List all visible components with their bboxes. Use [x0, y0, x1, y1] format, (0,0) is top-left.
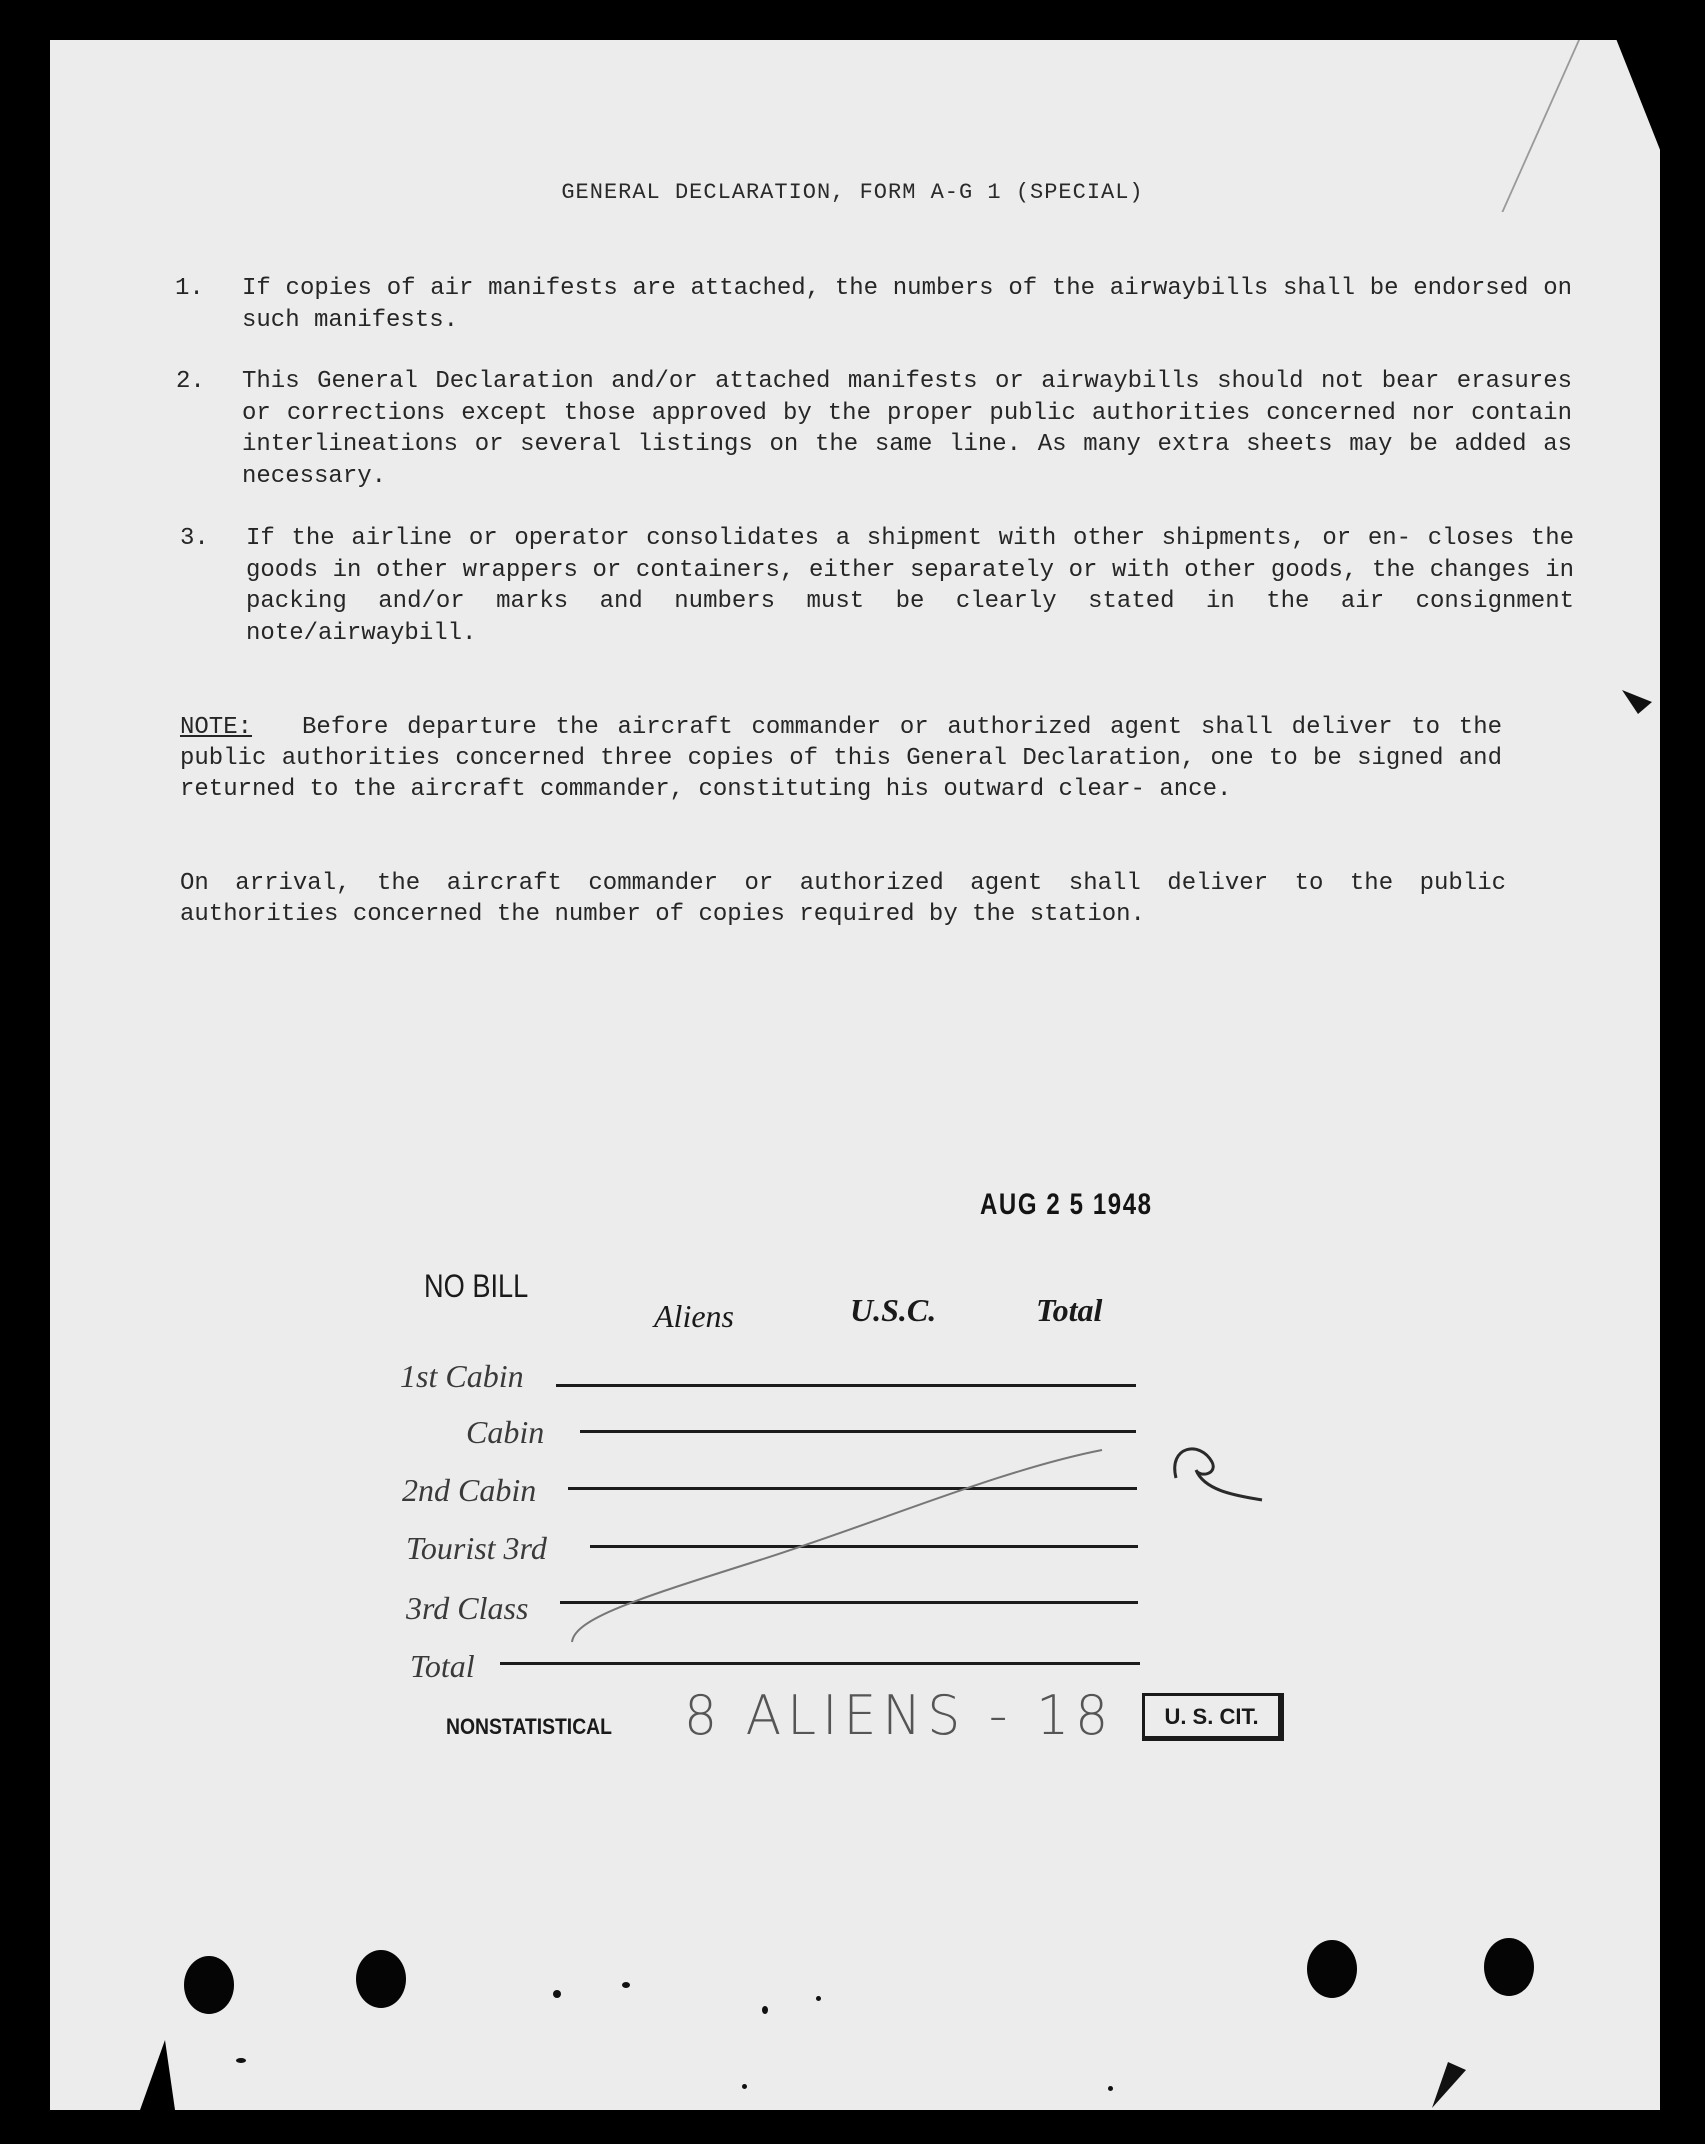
bottom-left-tear — [140, 2040, 175, 2110]
speck — [1108, 2086, 1113, 2091]
speck — [762, 2006, 768, 2014]
arrival-paragraph: On arrival, the aircraft commander or authorized agent shall deliver to the public authorities concerned the number of copies required by the station. — [180, 870, 1506, 928]
item-number: 3. — [180, 525, 209, 552]
arrow-mark — [1622, 690, 1652, 714]
note-label: NOTE: — [180, 714, 253, 741]
row-label-3rd-class: 3rd Class — [406, 1590, 529, 1626]
column-header-total: Total — [1036, 1292, 1103, 1328]
column-header-usc: U.S.C. — [850, 1292, 937, 1328]
speck — [236, 2058, 246, 2063]
punch-hole — [1307, 1940, 1357, 1998]
item-text: This General Declaration and/or attached manifests or airwaybills should not bear erasures or corrections except those approved by the proper public authorities concerned nor contain interlineations or several listings on the same line. As many extra sheets may be added as necessary. — [242, 368, 1572, 490]
column-header-aliens: Aliens — [654, 1298, 734, 1334]
us-cit-stamp: U. S. CIT. — [1142, 1693, 1284, 1741]
speck — [553, 1990, 561, 1998]
row-label-total: Total — [410, 1648, 475, 1684]
item-number: 2. — [176, 368, 205, 395]
punch-hole — [184, 1956, 234, 2014]
row-label-2nd-cabin: 2nd Cabin — [402, 1472, 537, 1508]
speck — [816, 1996, 821, 2001]
note-text: Before departure the aircraft commander or authorized agent shall deliver to the public authorities concerned three copies of this General Declaration, one to be signed and returned to the aircraft commander, constituting his outward clear- ance. — [180, 714, 1502, 803]
form-title: GENERAL DECLARATION, FORM A-G 1 (SPECIAL) — [561, 180, 1144, 205]
speck — [622, 1982, 630, 1988]
row-label-tourist-3rd: Tourist 3rd — [406, 1530, 547, 1566]
nonstatistical-stamp: NONSTATISTICAL — [446, 1714, 612, 1739]
initial-mark — [1175, 1449, 1262, 1500]
bottom-right-mark — [1432, 2062, 1466, 2108]
item-number: 1. — [175, 275, 204, 302]
row-label-1st-cabin: 1st Cabin — [400, 1358, 524, 1394]
no-bill-stamp: NO BILL — [424, 1268, 529, 1304]
row-label-cabin: Cabin — [466, 1414, 545, 1450]
handwritten-note: 8 ALIENS - 18 — [684, 1684, 1115, 1748]
item-text: If copies of air manifests are attached, the numbers of the airwaybills shall be endorsed on such manifests. — [242, 275, 1572, 334]
speck — [742, 2084, 747, 2089]
punch-hole — [356, 1950, 406, 2008]
item-text: If the airline or operator consolidates a shipment with other shipments, or en- closes the goods in other wrappers or containers, either separately or with other goods, the changes in packing and/or marks and numbers must be clearly stated in the air consignment note/airwaybill. — [246, 525, 1574, 647]
date-stamp: AUG 2 5 1948 — [980, 1188, 1153, 1221]
diagonal-pen-stroke — [572, 1450, 1102, 1642]
punch-hole — [1484, 1938, 1534, 1996]
